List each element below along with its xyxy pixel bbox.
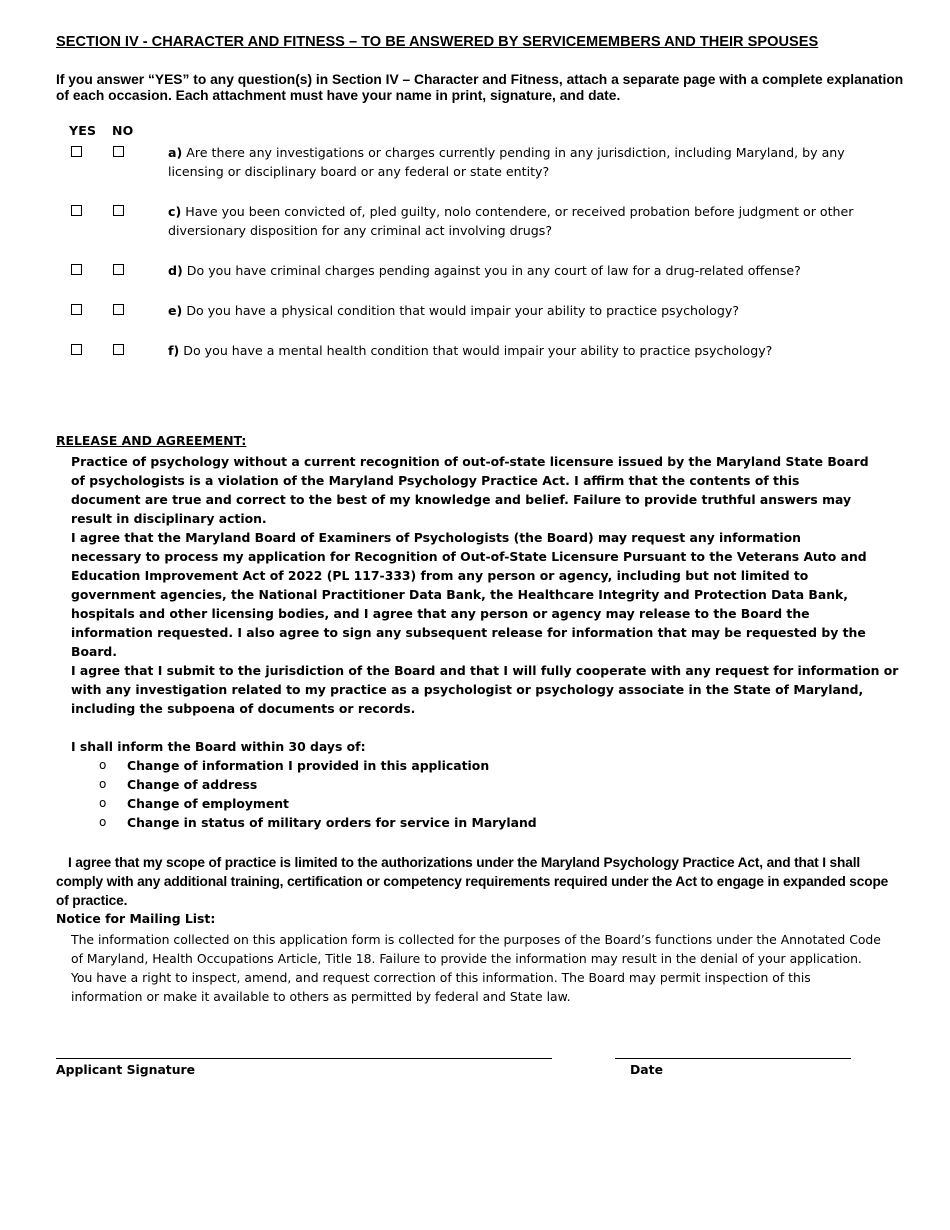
question-body: Do you have criminal charges pending against you in any court of law for a drug-related offense? — [182, 263, 801, 278]
question-e-text — [168, 301, 868, 320]
question-d-no-checkbox[interactable] — [113, 264, 124, 275]
inform-board-intro: I shall inform the Board within 30 days of: — [71, 739, 366, 754]
mailing-list-heading: Notice for Mailing List: — [56, 911, 216, 926]
release-affirmation-paragraph: Practice of psychology without a current recognition of out-of-state licensure issued by the Maryland State Board of psychologists is a violation of the Maryland Psychology Practice Act. I affirm that the contents of this document are true and correct to the best of my knowledge and belief. Failure to provide truthful answers may result in disciplinary action. — [71, 454, 869, 526]
date-label: Date — [630, 1062, 663, 1077]
question-body: Have you been convicted of, pled guilty, nolo contendere, or received probation before judgment or other diversionary disposition for any criminal act involving drugs? — [168, 204, 854, 238]
section-instructions: If you answer “YES” to any question(s) in Section IV – Character and Fitness, attach a separate page with a complete explanation of each occasion. Each attachment must have your name in print, signature, and date. — [56, 72, 904, 103]
question-f-text — [168, 341, 868, 360]
question-e-yes-checkbox[interactable] — [71, 304, 82, 315]
question-f-no-checkbox[interactable] — [113, 344, 124, 355]
question-letter: c) — [168, 204, 182, 219]
question-c-yes-checkbox[interactable] — [71, 205, 82, 216]
release-information-paragraph: I agree that the Maryland Board of Examiners of Psychologists (the Board) may request any information necessary to process my application for Recognition of Out-of-State Licensure Pursuant to the Veterans Auto and Education Improvement Act of 2022 (PL 117-333) from any person or agency, including but not limited to government agencies, the National Practitioner Data Bank, the Healthcare Integrity and Protection Data Bank, hospitals and other licensing bodies, and I agree that any person or agency may release to the Board the information requested. I also agree to sign any subsequent release for information that may be requested by the Board. — [71, 530, 867, 659]
question-d-yes-checkbox[interactable] — [71, 264, 82, 275]
release-heading: RELEASE AND AGREEMENT: — [56, 433, 247, 448]
question-c-text — [168, 202, 868, 240]
question-letter: d) — [168, 263, 183, 278]
question-letter: f) — [168, 343, 180, 358]
scope-of-practice-paragraph: I agree that my scope of practice is limited to the authorizations under the Maryland Psychology Practice Act, and that I shall comply with any additional training, certification or competency requirements required under the Act to engage in expanded scope of practice. — [56, 855, 889, 908]
question-c-no-checkbox[interactable] — [113, 205, 124, 216]
question-body: Do you have a physical condition that would impair your ability to practice psychology? — [182, 303, 740, 318]
section-title: SECTION IV - CHARACTER AND FITNESS – TO BE ANSWERED BY SERVICEMEMBERS AND THEIR SPOUSES — [56, 34, 819, 50]
question-body: Do you have a mental health condition that would impair your ability to practice psychology? — [179, 343, 773, 358]
bullet-icon: o — [99, 758, 107, 772]
question-a-no-checkbox[interactable] — [113, 146, 124, 157]
question-d-text — [168, 261, 868, 280]
mailing-list-notice: The information collected on this application form is collected for the purposes of the Board’s functions under the Annotated Code of Maryland, Health Occupations Article, Title 18. Failure to provide the information may result in the denial of your application. You have a right to inspect, amend, and request correction of this information. The Board may permit inspection of this information or make it available to others as permitted by federal and State law. — [71, 932, 881, 1004]
list-item-text: Change in status of military orders for service in Maryland — [127, 815, 537, 830]
no-column-header: NO — [112, 123, 134, 138]
question-letter: e) — [168, 303, 183, 318]
question-letter: a) — [168, 145, 183, 160]
question-f-yes-checkbox[interactable] — [71, 344, 82, 355]
question-a-text — [168, 143, 868, 181]
release-jurisdiction-paragraph: I agree that I submit to the jurisdiction of the Board and that I will fully cooperate with any request for information or with any investigation related to my practice as a psychologist or psychology associate in the State of Maryland, including the subpoena of documents or records. — [71, 663, 899, 716]
applicant-signature-label: Applicant Signature — [56, 1062, 196, 1077]
list-item-text: Change of information I provided in this application — [127, 758, 490, 773]
question-e-no-checkbox[interactable] — [113, 304, 124, 315]
list-item-text: Change of address — [127, 777, 258, 792]
question-body: Are there any investigations or charges currently pending in any jurisdiction, including Maryland, by any licensing or disciplinary board or any federal or state entity? — [168, 145, 845, 179]
bullet-icon: o — [99, 796, 107, 810]
bullet-icon: o — [99, 815, 107, 829]
date-field[interactable] — [615, 1058, 851, 1059]
question-a-yes-checkbox[interactable] — [71, 146, 82, 157]
yes-column-header: YES — [69, 123, 97, 138]
bullet-icon: o — [99, 777, 107, 791]
list-item-text: Change of employment — [127, 796, 289, 811]
applicant-signature-field[interactable] — [56, 1058, 552, 1059]
